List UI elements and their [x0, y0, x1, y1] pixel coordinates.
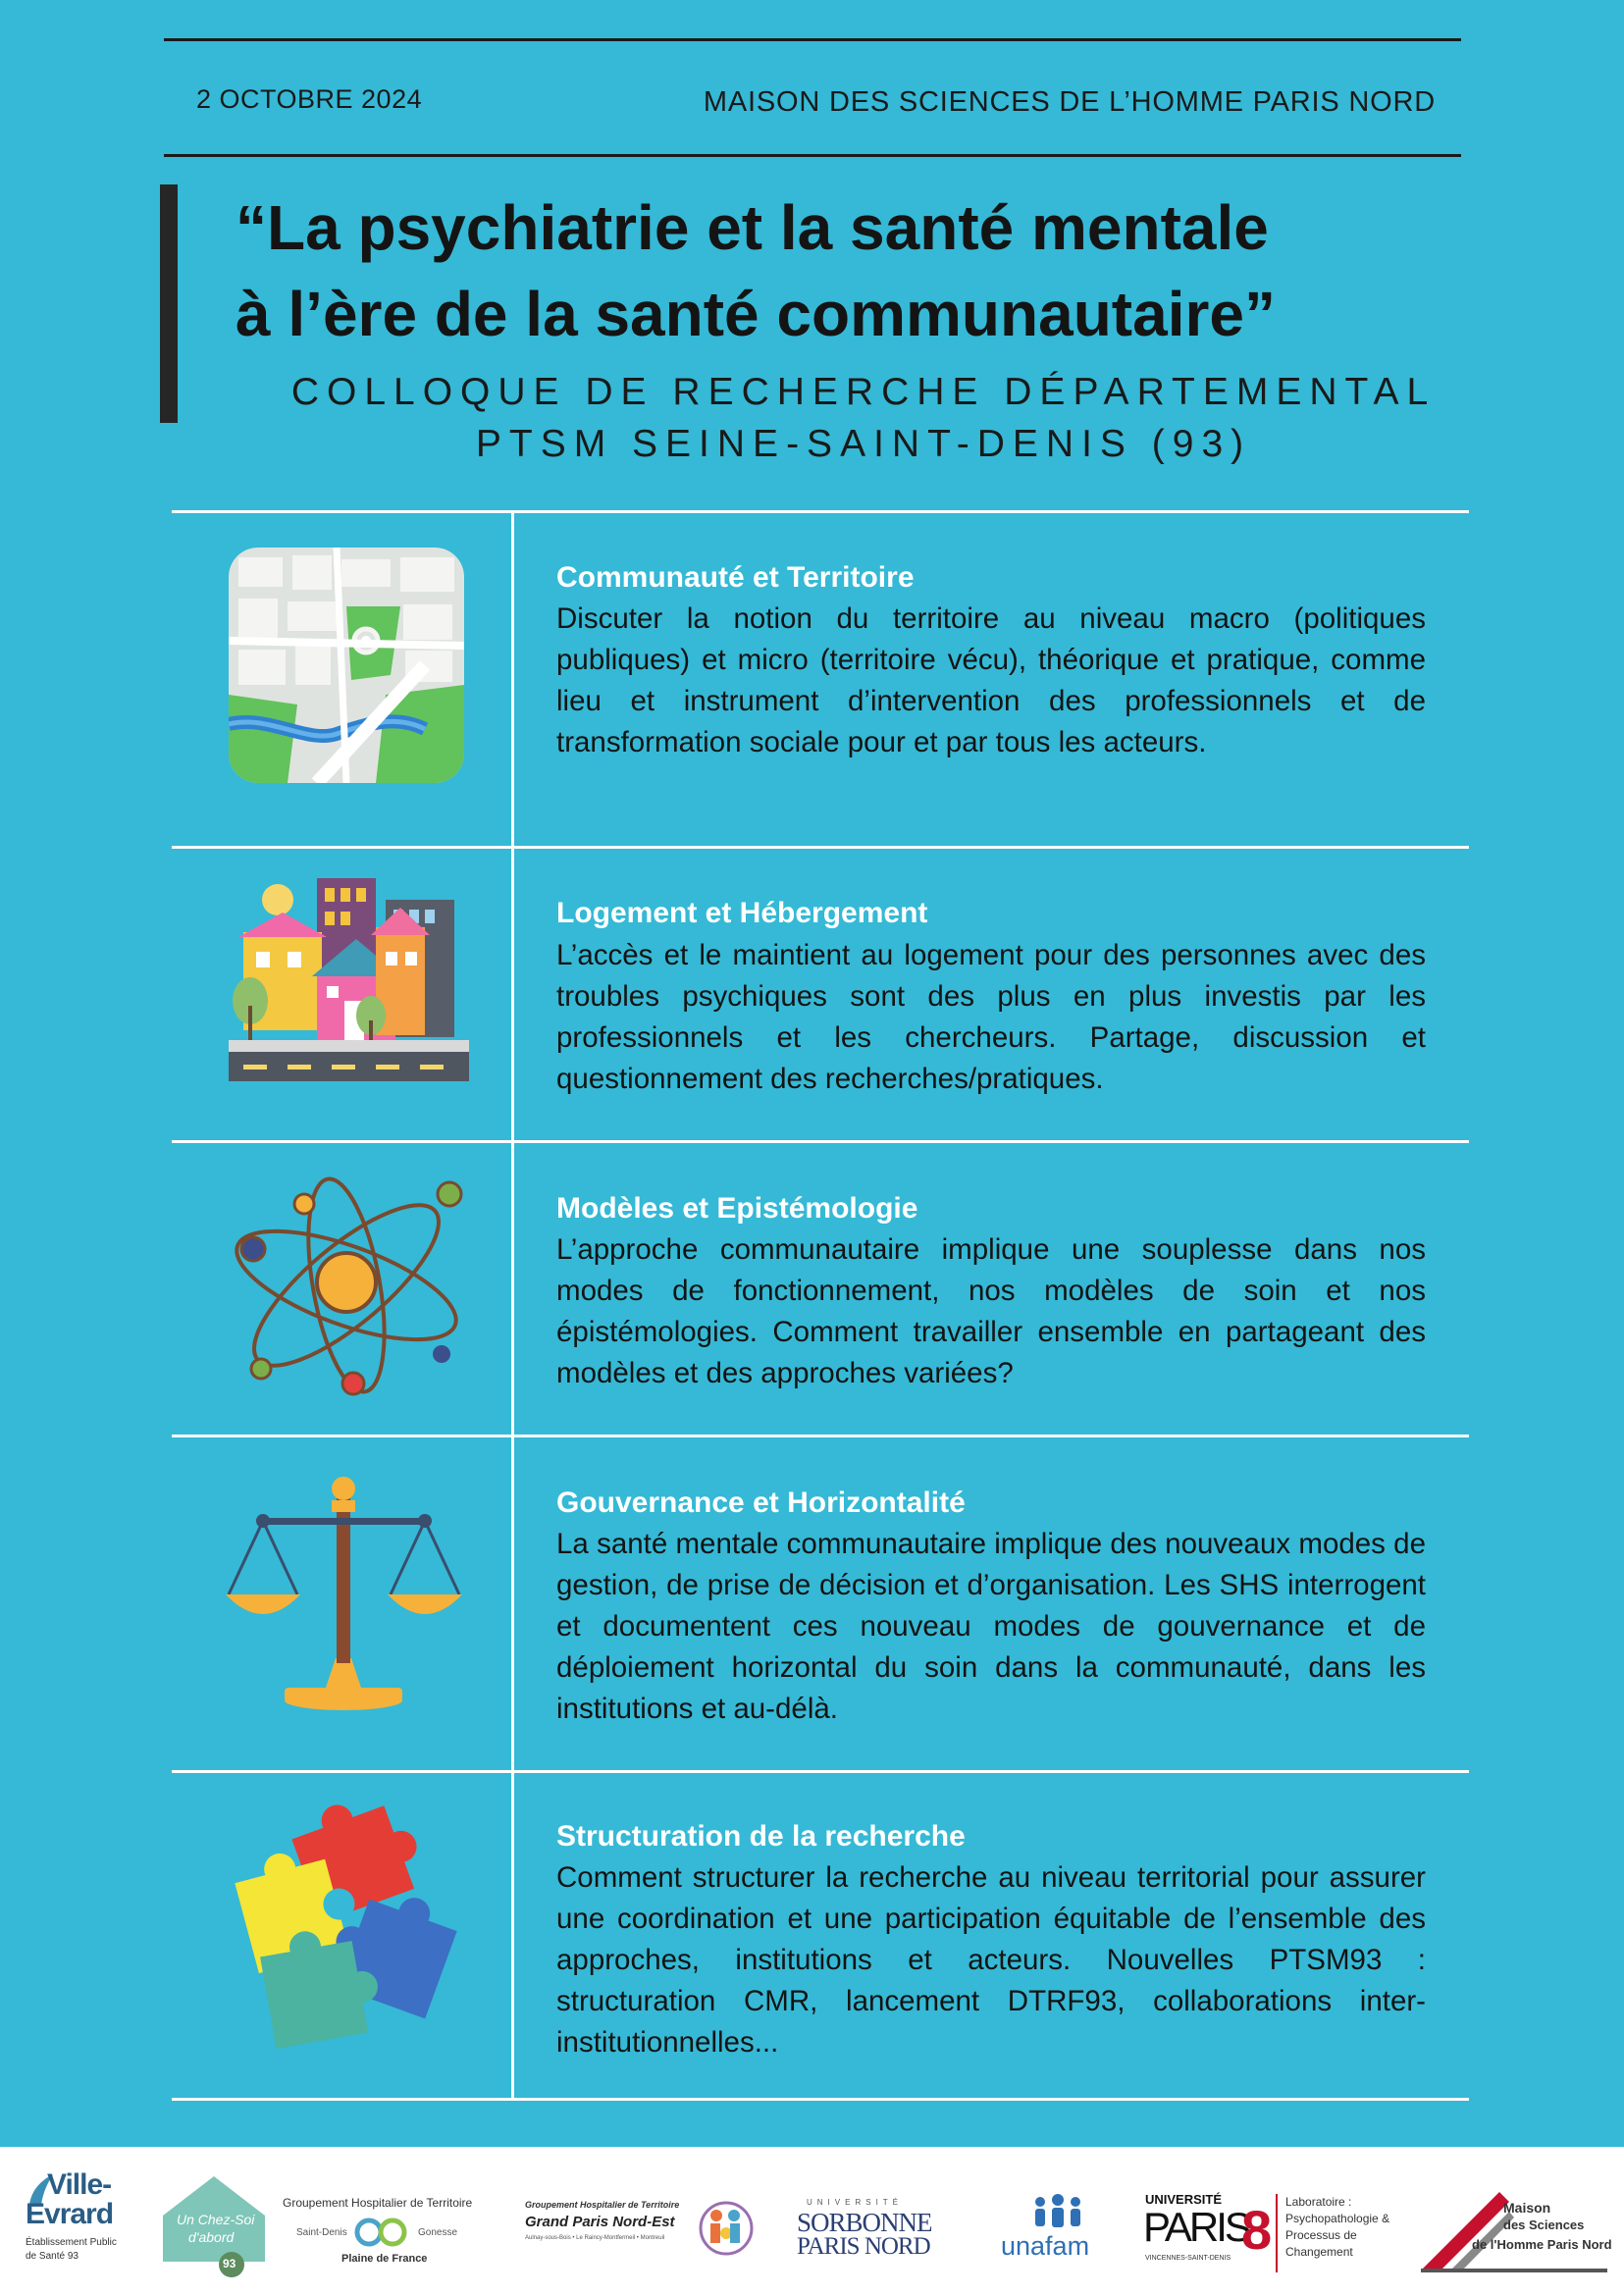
logo-ville-evrard-name-2: Evrard	[26, 2198, 114, 2230]
logo-sorbonne-top: UNIVERSITÉ	[807, 2198, 904, 2207]
logo-lab-line-1: Laboratoire :	[1285, 2195, 1352, 2209]
logo-laboratoire-pcc	[1276, 2194, 1413, 2272]
logo-ght-plaine-right: Gonesse	[418, 2227, 458, 2238]
logo-msh-line-3: de l'Homme Paris Nord	[1472, 2237, 1612, 2252]
logo-sorbonne-line-1: SORBONNE	[797, 2208, 932, 2237]
people-group-icon	[1028, 2194, 1087, 2229]
section-body-territoire: Discuter la notion du territoire au niveau macro (politiques publiques) et micro (territoire vécu), théorique et pratique, comme lieu et instrument d’intervention des professionnels et de transformation sociale pour et par tous les acteurs.	[556, 602, 1426, 758]
section-body-logement: L’accès et le maintient au logement pour des personnes avec des troubles psychiques sont des plus en plus investis par les professionnels et les chercheurs. Partage, discussion et questionnement des recherches/pratiques.	[556, 939, 1426, 1095]
logo-unafam	[999, 2194, 1107, 2272]
atom-icon	[224, 1173, 469, 1398]
logo-gpne-name: Grand Paris Nord-Est	[525, 2214, 675, 2230]
subtitle-line-1: COLLOQUE DE RECHERCHE DÉPARTEMENTAL	[290, 371, 1437, 413]
logo-paris8-bottom: VINCENNES-SAINT-DENIS	[1145, 2255, 1231, 2262]
event-date: 2 OCTOBRE 2024	[196, 84, 423, 114]
logo-gpne-places: Aulnay-sous-Bois • Le Raincy-Montfermeil • Montreuil	[525, 2235, 665, 2241]
logo-paris8-name: PARIS	[1143, 2204, 1249, 2250]
header-bottom-rule	[164, 154, 1461, 157]
subtitle-line-2: PTSM SEINE-SAINT-DENIS (93)	[475, 423, 1252, 465]
partner-logos-footer	[0, 2147, 1624, 2296]
logo-ville-evrard-sub-2: de Santé 93	[26, 2251, 79, 2262]
logo-msh-line-1: Maison	[1503, 2200, 1551, 2216]
section-separator	[172, 1770, 1469, 1773]
section-title-logement: Logement et Hébergement	[556, 897, 928, 929]
logo-chez-soi-number: 93	[223, 2257, 236, 2270]
logo-lab-line-3: Processus de	[1285, 2228, 1357, 2242]
logo-gpne-title: Groupement Hospitalier de Territoire	[525, 2200, 680, 2210]
page-title	[236, 184, 1511, 357]
logo-ght-plaine-title: Groupement Hospitalier de Territoire	[283, 2196, 473, 2210]
logo-lab-line-2: Psychopathologie &	[1285, 2212, 1390, 2225]
logo-ville-evrard	[22, 2168, 130, 2281]
logo-paris-8	[1143, 2192, 1290, 2280]
section-body-structuration: Comment structurer la recherche au niveau territorial pour assurer une coordination et une participation équitable de l’ensemble des approches, institutions et acteurs. Nouvelles PTSM93 : structuration CMR, lancement DTRF93, collaborations inter-institutionnelles...	[556, 1861, 1426, 2059]
logo-un-chez-soi-dabord	[155, 2168, 273, 2281]
top-rule	[164, 38, 1461, 41]
column-divider	[511, 512, 514, 2099]
logo-ght-plaine-de-france	[283, 2196, 479, 2274]
puzzle-icon	[234, 1800, 459, 2056]
logo-chez-soi-line-2: d'abord	[188, 2229, 235, 2245]
section-title-modeles: Modèles et Epistémologie	[556, 1192, 918, 1225]
logo-paris8-top: UNIVERSITÉ	[1145, 2192, 1223, 2207]
section-title-structuration: Structuration de la recherche	[556, 1820, 966, 1852]
logo-unafam-name: unafam	[1001, 2231, 1090, 2261]
logo-msh-line-2: des Sciences	[1503, 2218, 1585, 2232]
logo-chez-soi-line-1: Un Chez-Soi	[177, 2212, 255, 2227]
section-separator	[172, 1140, 1469, 1143]
people-circle-icon	[697, 2194, 756, 2263]
infinity-icon	[351, 2216, 410, 2249]
section-body-gouvernance: La santé mentale communautaire implique des nouveaux modes de gestion, de prise de décision et d’organisation. Les SHS interrogent et documentent ces nouveau modes de gouvernance et de déploiement horizontal du soin dans la communauté, dans les institutions et au-délà.	[556, 1528, 1426, 1725]
section-body-modeles: L’approche communautaire implique une souplesse dans nos modes de fonctionnement, nos modèles de soin et nos épistémologies. Comment travailler ensemble en partageant des modèles et des approches variées?	[556, 1233, 1426, 1389]
section-separator	[172, 510, 1469, 513]
logo-paris8-number: 8	[1241, 2199, 1273, 2261]
section-title-territoire: Communauté et Territoire	[556, 561, 915, 594]
section-title-gouvernance: Gouvernance et Horizontalité	[556, 1487, 966, 1519]
section-separator	[172, 846, 1469, 849]
logo-msh-paris-nord	[1421, 2172, 1612, 2275]
logo-sorbonne-paris-nord	[793, 2198, 950, 2276]
title-line-2: à l’ère de la santé communautaire”	[236, 279, 1276, 349]
logo-ght-plaine-bottom: Plaine de France	[341, 2253, 428, 2265]
logo-lab-line-4: Changement	[1285, 2245, 1353, 2259]
section-separator	[172, 1435, 1469, 1437]
logo-sorbonne-line-2: PARIS NORD	[797, 2233, 930, 2260]
logo-ville-evrard-sub-1: Établissement Public	[26, 2237, 117, 2248]
section-separator	[172, 2098, 1469, 2101]
city-map-icon	[229, 548, 464, 783]
logo-ght-plaine-left: Saint-Denis	[296, 2227, 347, 2238]
title-line-1: “La psychiatrie et la santé mentale	[236, 192, 1269, 263]
houses-icon	[229, 878, 469, 1089]
title-accent-bar	[160, 184, 178, 423]
scales-icon	[224, 1477, 464, 1712]
logo-ville-evrard-name-1: Ville-	[47, 2168, 112, 2201]
logo-ght-grand-paris-nord-est	[525, 2194, 760, 2282]
organizer-name: MAISON DES SCIENCES DE L’HOMME PARIS NORD	[703, 86, 1436, 118]
